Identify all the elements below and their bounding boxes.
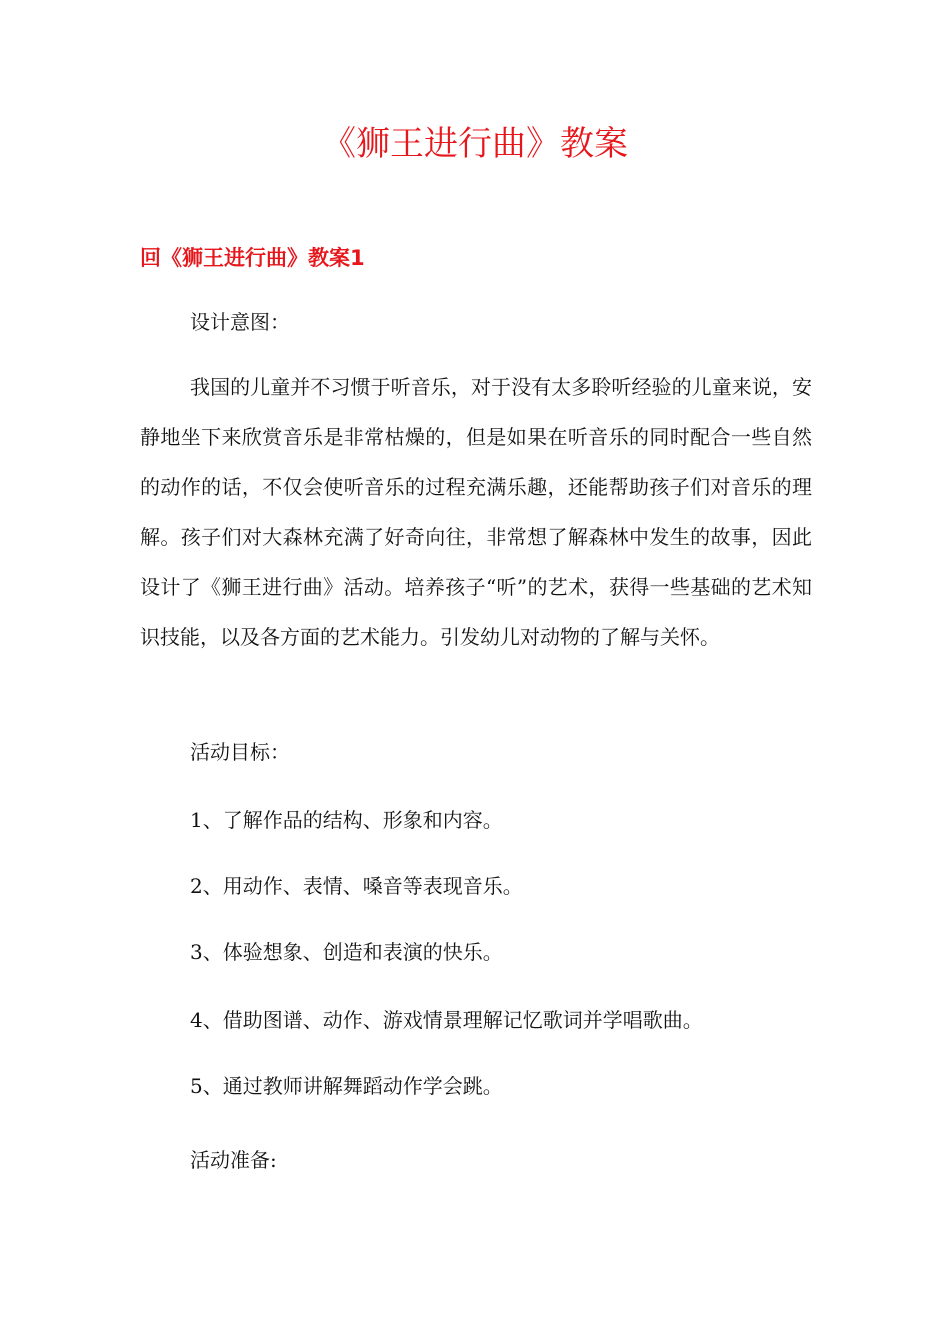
goal-item-5: 5、通过教师讲解舞蹈动作学会跳。 [190,1074,503,1098]
activity-prep-label: 活动准备: [190,1148,277,1172]
design-intent-paragraph: 我国的儿童并不习惯于听音乐，对于没有太多聆听经验的儿童来说，安静地坐下来欣赏音乐是非常枯燥的，但是如果在听音乐的同时配合一些自然的动作的话，不仅会使听音乐的过程充满乐趣，还能帮助孩子们对音乐的理解。孩子们对大森林充满了好奇向往，非常想了解森林中发生的故事，因此设计了《狮王进行曲》活动。培养孩子“听”的艺术，获得一些基础的艺术知识技能，以及各方面的艺术能力。引发幼儿对动物的了解与关怀。 [140,375,812,649]
section-heading: 回《狮王进行曲》教案1 [140,246,365,270]
document-title: 《狮王进行曲》教案 [322,124,628,164]
goal-item-3: 3、体验想象、创造和表演的快乐。 [190,940,503,964]
design-intent-label: 设计意图： [190,310,290,334]
goal-item-1: 1、了解作品的结构、形象和内容。 [190,808,503,832]
activity-goals-label: 活动目标： [190,740,290,764]
goal-item-2: 2、用动作、表情、嗓音等表现音乐。 [190,874,523,898]
goal-item-4: 4、借助图谱、动作、游戏情景理解记忆歌词并学唱歌曲。 [190,1008,703,1032]
